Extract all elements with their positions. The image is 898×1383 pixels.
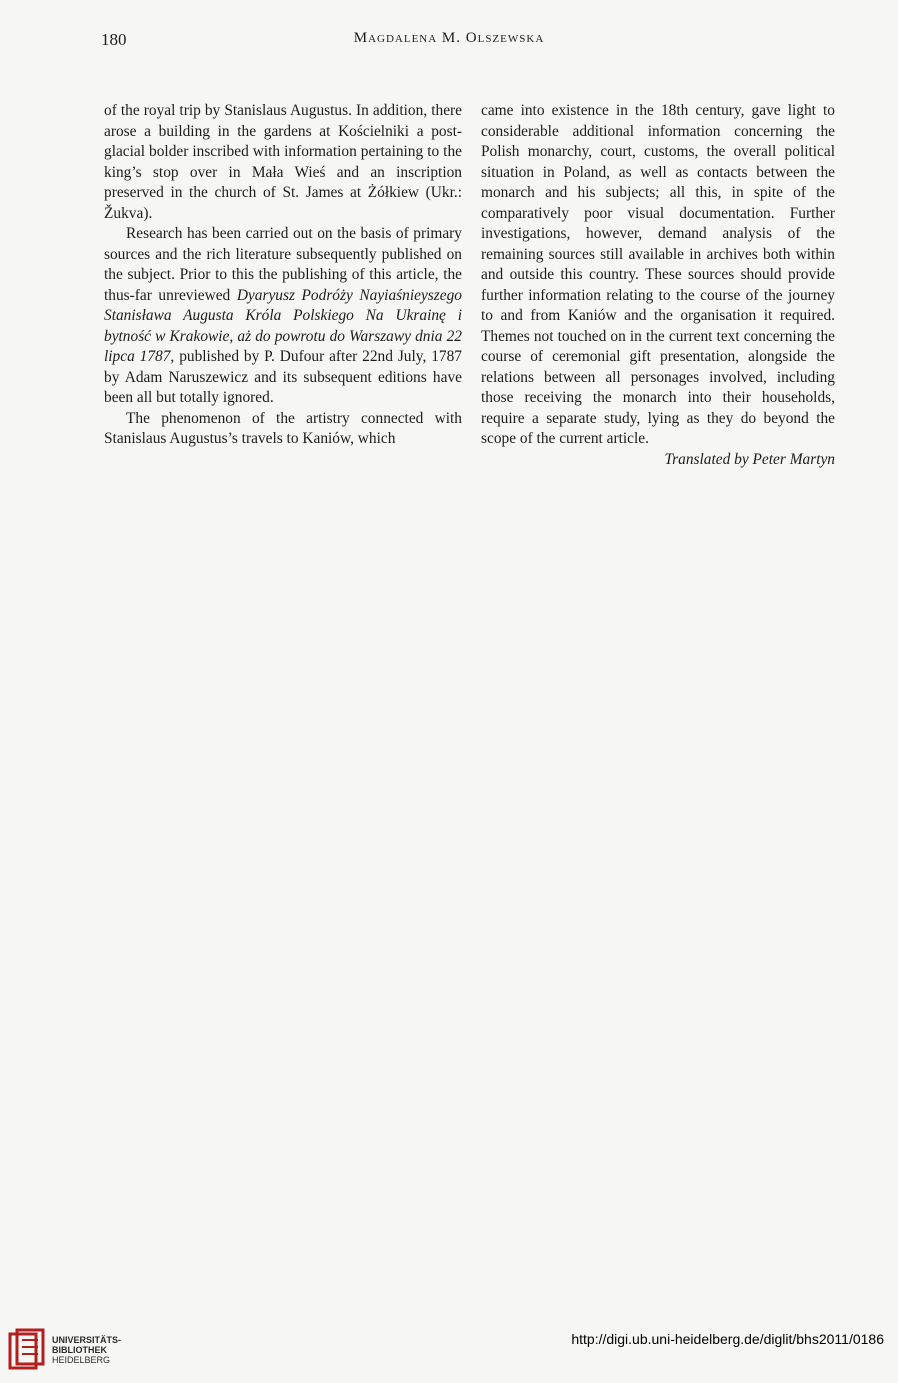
page-number: 180	[101, 30, 127, 49]
paragraph-text: published by P. Dufour after 22nd July, 1787 by Adam Naruszewicz and its subsequent editions have been all but totally ignored.	[104, 348, 462, 406]
library-name-line: BIBLIOTHEK	[52, 1345, 107, 1355]
library-logo-icon	[8, 1328, 46, 1372]
page-header	[0, 30, 898, 54]
digitization-footer	[0, 1320, 898, 1380]
permalink-url[interactable]: http://digi.ub.uni-heidelberg.de/diglit/bhs2011/0186	[571, 1331, 884, 1347]
running-head: Magdalena M. Olszewska	[353, 30, 545, 46]
left-column	[104, 101, 462, 450]
paragraph-text: Research has been carried out on the basis of primary sources and the rich literature subsequently published on the subject. Prior to this the publishing of this article, the thus-far unreviewed	[104, 225, 462, 304]
paragraph: of the royal trip by Stanislaus Augustus. In addition, there arose a building in the gardens at Kościelniki a post-glacial bolder inscribed with information pertaining to the king’s stop over in Mała Wieś and an inscription preserved in the church of St. James at Żółkiew (Ukr.: Žukva).	[104, 102, 462, 222]
library-name-line: UNIVERSITÄTS-	[52, 1335, 122, 1345]
paragraph: came into existence in the 18th century, gave light to considerable additional information concerning the Polish monarchy, court, customs, the overall political situation in Poland, as well as contacts between the monarch and his subjects; all this, in spite of the comparatively poor visual documentation. Further investigations, however, demand analysis of the remaining sources still available in archives both within and outside this country. These sources should provide further information relating to the course of the journey to and from Kaniów and the organisation it required. Themes not touched on in the current text concerning the course of ceremonial gift presentation, alongside the relations between all personages involved, including those receiving the monarch into their households, require a separate study, lying as they do beyond the scope of the current article.	[481, 102, 835, 447]
right-column	[481, 101, 835, 470]
library-name-line: HEIDELBERG	[52, 1355, 111, 1365]
translator-credit: Translated by Peter Martyn	[664, 450, 835, 468]
paragraph: The phenomenon of the artistry connected with Stanislaus Augustus’s travels to Kaniów, which	[104, 409, 462, 447]
paragraph	[104, 224, 462, 409]
italic-title: Dyaryusz Podróży Nayiaśnieyszego Stanisława Augusta Króla Polskiego Na Ukrainę i bytność w Krakowie, aż do powrotu do Warszawy dnia 22 lipca 1787,	[104, 286, 462, 365]
library-name	[52, 1335, 121, 1365]
